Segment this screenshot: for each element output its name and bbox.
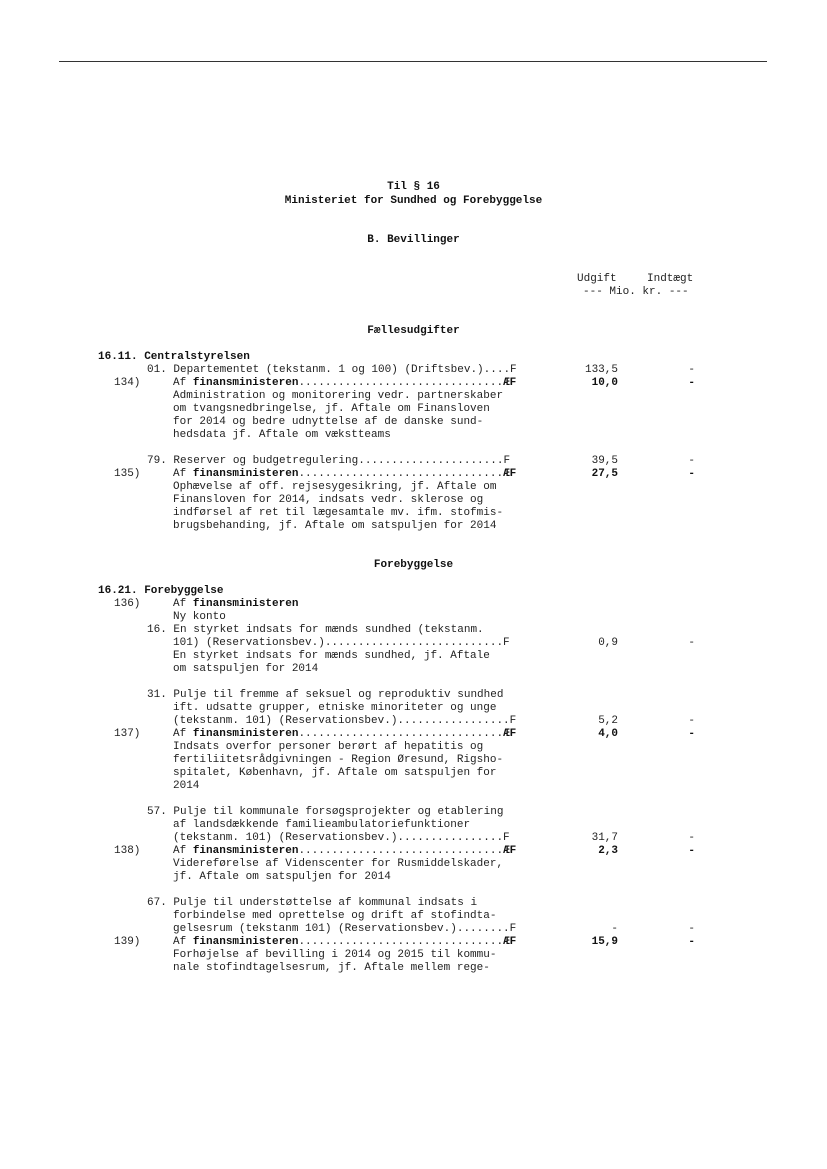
amendment-134-desc-4: hedsdata jf. Aftale om vækstteams bbox=[173, 429, 391, 441]
af-label: Af bbox=[173, 598, 193, 610]
amendment-135-desc-1: Ophævelse af off. rejsesygesikring, jf. Aftale om bbox=[173, 481, 497, 493]
entry-57-indtaegt: - bbox=[688, 832, 695, 844]
amendment-137-desc-3: spitalet, København, jf. Aftale om satspuljen for bbox=[173, 767, 497, 779]
amendment-137-indtaegt: - bbox=[688, 728, 695, 740]
af-label: Af bbox=[173, 728, 193, 740]
amendment-137-udgift: 4,0 bbox=[598, 728, 618, 740]
entry-67-line3: gelsesrum (tekstanm 101) (Reservationsbev.)........F bbox=[173, 923, 517, 935]
amendment-134-desc-2: om tvangsnedbringelse, jf. Aftale om Finansloven bbox=[173, 403, 490, 415]
amendment-138-number: 138) bbox=[114, 845, 141, 857]
entry-67-line2: forbindelse med oprettelse og drift af stofindta- bbox=[173, 910, 497, 922]
entry-16-line1: 16. En styrket indsats for mænds sundhed (tekstanm. bbox=[147, 624, 484, 636]
amendment-137-number: 137) bbox=[114, 728, 141, 740]
section-heading: B. Bevillinger bbox=[367, 234, 460, 246]
amendment-code: ÆF bbox=[503, 468, 517, 480]
amendment-135-number: 135) bbox=[114, 468, 141, 480]
amendment-135-desc-3: indførsel af ret til lægesamtale mv. ifm. stofmis- bbox=[173, 507, 504, 519]
entry-01-line: 01. Departementet (tekstanm. 1 og 100) (Driftsbev.)....F bbox=[147, 364, 517, 376]
amendment-139-line bbox=[173, 936, 516, 949]
header-line1: Til § 16 bbox=[387, 181, 440, 193]
amendment-135-udgift: 27,5 bbox=[591, 468, 618, 480]
column-indtaegt: Indtægt bbox=[647, 273, 694, 285]
section-faelles: Fællesudgifter bbox=[367, 325, 460, 337]
entry-31-indtaegt: - bbox=[688, 715, 695, 727]
entry-16-desc-2: om satspuljen for 2014 bbox=[173, 663, 319, 675]
proposer-name: finansministeren bbox=[192, 845, 299, 857]
amendment-139-indtaegt: - bbox=[688, 936, 695, 948]
amendment-134-desc-1: Administration og monitorering vedr. partnerskaber bbox=[173, 390, 504, 402]
amendment-138-indtaegt: - bbox=[688, 845, 695, 857]
af-label: Af bbox=[173, 377, 193, 389]
section-forebyggelse: Forebyggelse bbox=[373, 559, 454, 571]
entry-57-udgift: 31,7 bbox=[591, 832, 618, 844]
amendment-137-line bbox=[173, 728, 516, 741]
dot-leader: ............................... bbox=[298, 845, 504, 857]
entry-67-indtaegt: - bbox=[688, 923, 695, 935]
proposer-name: finansministeren bbox=[192, 598, 299, 610]
amendment-136-number: 136) bbox=[114, 598, 141, 610]
amendment-136-sub: Ny konto bbox=[173, 611, 226, 623]
amendment-134-indtaegt: - bbox=[688, 377, 695, 389]
entry-31-line1: 31. Pulje til fremme af seksuel og reproduktiv sundhed bbox=[147, 689, 504, 701]
amendment-code: ÆF bbox=[503, 936, 517, 948]
amendment-134-udgift: 10,0 bbox=[591, 377, 618, 389]
entry-31-line2: ift. udsatte grupper, etniske minoriteter og unge bbox=[173, 702, 497, 714]
amendment-139-udgift: 15,9 bbox=[591, 936, 618, 948]
account-16-11: 16.11. Centralstyrelsen bbox=[98, 351, 250, 363]
entry-79-udgift: 39,5 bbox=[591, 455, 618, 467]
amendment-135-line bbox=[173, 468, 516, 481]
dot-leader: ............................... bbox=[298, 936, 504, 948]
dot-leader: ............................... bbox=[298, 468, 504, 480]
amendment-139-number: 139) bbox=[114, 936, 141, 948]
amendment-136-line bbox=[173, 598, 298, 611]
entry-67-line1: 67. Pulje til understøttelse af kommunal indsats i bbox=[147, 897, 478, 909]
dot-leader: ............................... bbox=[298, 728, 504, 740]
entry-16-udgift: 0,9 bbox=[598, 637, 618, 649]
amendment-code: ÆF bbox=[503, 728, 517, 740]
entry-57-line1: 57. Pulje til kommunale forsøgsprojekter og etablering bbox=[147, 806, 504, 818]
amendment-code: ÆF bbox=[503, 377, 517, 389]
amendment-139-desc-1: Forhøjelse af bevilling i 2014 og 2015 til kommu- bbox=[173, 949, 497, 961]
entry-01-udgift: 133,5 bbox=[584, 364, 618, 376]
entry-79-indtaegt: - bbox=[688, 455, 695, 467]
amendment-135-desc-4: brugsbehanding, jf. Aftale om satspuljen for 2014 bbox=[173, 520, 497, 532]
amendment-138-desc-2: jf. Aftale om satspuljen for 2014 bbox=[173, 871, 391, 883]
proposer-name: finansministeren bbox=[192, 468, 299, 480]
amendment-code: ÆF bbox=[503, 845, 517, 857]
entry-01-indtaegt: - bbox=[688, 364, 695, 376]
entry-57-line3: (tekstanm. 101) (Reservationsbev.)................F bbox=[173, 832, 510, 844]
top-rule bbox=[59, 61, 767, 62]
amendment-135-indtaegt: - bbox=[688, 468, 695, 480]
proposer-name: finansministeren bbox=[192, 377, 299, 389]
amendment-134-desc-3: for 2014 og bedre udnyttelse af de danske sund- bbox=[173, 416, 484, 428]
amendment-137-desc-4: 2014 bbox=[173, 780, 200, 792]
amendment-138-line bbox=[173, 845, 516, 858]
amendment-134-line bbox=[173, 377, 516, 390]
dot-leader: ............................... bbox=[298, 377, 504, 389]
entry-16-desc-1: En styrket indsats for mænds sundhed, jf. Aftale bbox=[173, 650, 490, 662]
proposer-name: finansministeren bbox=[192, 728, 299, 740]
proposer-name: finansministeren bbox=[192, 936, 299, 948]
column-unit: --- Mio. kr. --- bbox=[583, 286, 689, 298]
amendment-137-desc-2: fertiliitetsrådgivningen - Region Øresund, Rigsho- bbox=[173, 754, 504, 766]
entry-79-line: 79. Reserver og budgetregulering......................F bbox=[147, 455, 511, 467]
af-label: Af bbox=[173, 936, 193, 948]
header-line2: Ministeriet for Sundhed og Forebyggelse bbox=[284, 195, 543, 207]
entry-16-indtaegt: - bbox=[688, 637, 695, 649]
amendment-137-desc-1: Indsats overfor personer berørt af hepatitis og bbox=[173, 741, 484, 753]
account-16-21: 16.21. Forebyggelse bbox=[98, 585, 224, 597]
amendment-138-udgift: 2,3 bbox=[598, 845, 618, 857]
entry-31-line3: (tekstanm. 101) (Reservationsbev.).................F bbox=[173, 715, 517, 727]
entry-57-line2: af landsdækkende familieambulatoriefunktioner bbox=[173, 819, 471, 831]
af-label: Af bbox=[173, 468, 193, 480]
entry-31-udgift: 5,2 bbox=[598, 715, 618, 727]
amendment-134-number: 134) bbox=[114, 377, 141, 389]
af-label: Af bbox=[173, 845, 193, 857]
amendment-135-desc-2: Finansloven for 2014, indsats vedr. sklerose og bbox=[173, 494, 484, 506]
amendment-139-desc-2: nale stofindtagelsesrum, jf. Aftale mellem rege- bbox=[173, 962, 490, 974]
amendment-138-desc-1: Videreførelse af Videnscenter for Rusmiddelskader, bbox=[173, 858, 504, 870]
column-udgift: Udgift bbox=[577, 273, 617, 285]
entry-16-line2: 101) (Reservationsbev.)...........................F bbox=[173, 637, 510, 649]
entry-67-udgift: - bbox=[611, 923, 618, 935]
